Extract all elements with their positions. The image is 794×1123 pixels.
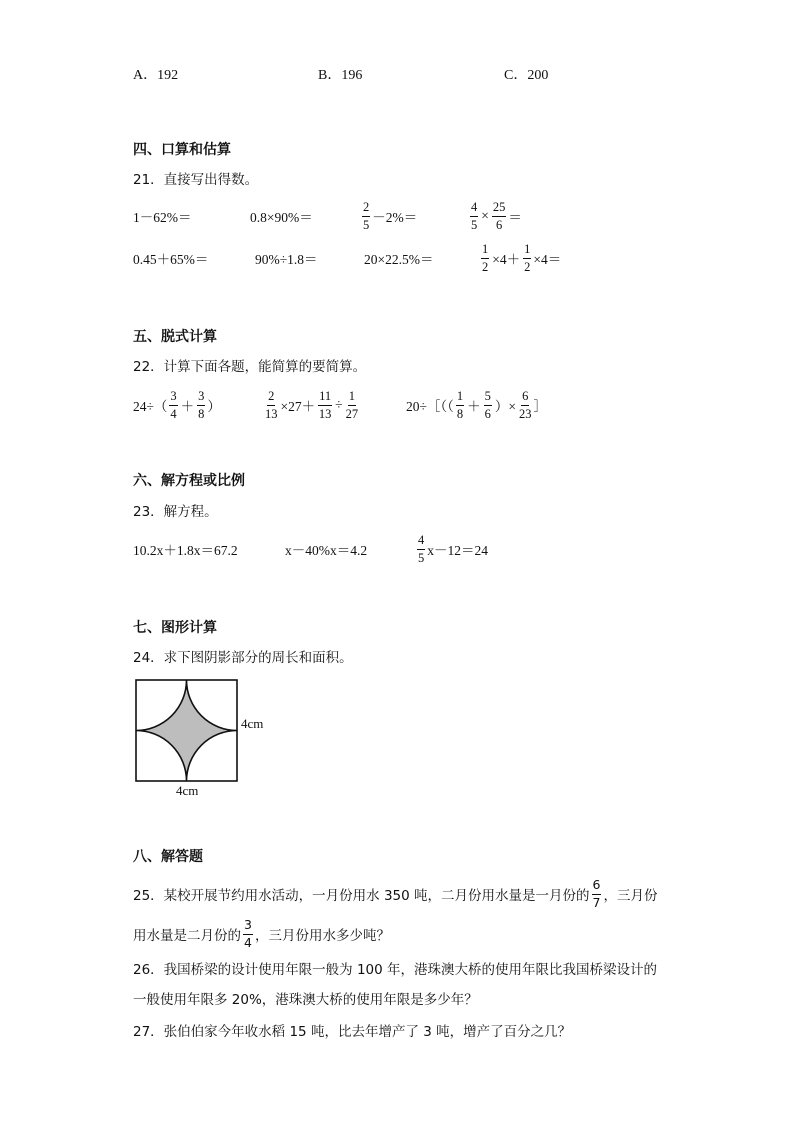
fraction: $\frac{11}{13}$ [318,389,332,421]
expr-21-7: 20×22.5%＝ [364,252,434,267]
section-heading-5: 五、脱式计算 [133,329,217,345]
question-27: 27．张伯伯家今年收水稻 15 吨，比去年增产了 3 吨，增产了百分之几？ [133,1024,572,1040]
fraction: $\frac{1}{2}$ [524,242,531,274]
question-24: 24．求下图阴影部分的周长和面积。 [133,650,353,666]
expr-21-6: 90%÷1.8＝ [255,252,318,267]
fraction: $\frac{2}{5}$ [363,200,370,232]
question-25-line1: 25．某校开展节约用水活动，一月份用水 350 吨，二月份用水量是一月份的 $\frac{6}{7}$ ，三月份 [133,877,658,910]
side-length-label: 4cm [241,716,264,731]
fraction: $\frac{1}{27}$ [345,389,359,421]
expr-21-2: 0.8×90%＝ [250,210,313,225]
section-heading-8: 八、解答题 [133,849,203,865]
fraction: $\frac{4}{5}$ [471,200,478,232]
shaded-square-figure [135,679,239,783]
option-c: C．200 [504,68,549,83]
question-21: 21．直接写出得数。 [133,172,259,188]
fraction: $\frac{25}{6}$ [492,200,506,232]
fraction: $\frac{6}{7}$ [592,877,601,910]
section-heading-6: 六、解方程或比例 [133,473,245,489]
option-b: B．196 [318,68,363,83]
expr-23-2: x－40%x＝4.2 [285,543,368,558]
fraction: $\frac{5}{6}$ [484,389,491,421]
question-26-line2: 一般使用年限多 20%，港珠澳大桥的使用年限是多少年？ [133,992,478,1008]
fraction: $\frac{1}{8}$ [456,389,464,421]
section-heading-7: 七、图形计算 [133,620,217,636]
question-22: 22．计算下面各题，能简算的要简算。 [133,359,367,375]
fraction: $\frac{1}{2}$ [482,242,489,274]
expr-23-1: 10.2x＋1.8x＝67.2 [133,543,238,558]
bottom-length-label: 4cm [176,783,199,798]
fraction: $\frac{6}{23}$ [519,389,532,421]
fraction: $\frac{3}{4}$ [244,917,252,950]
option-a: A．192 [133,68,179,83]
expr-22-3: 20÷［（（ $\frac{1}{8}$ ＋ $\frac{5}{6}$ ）× $\frac{6}{23}$ ］ [406,389,548,421]
expr-23-3: $\frac{4}{5}$ x－12＝24 [418,533,488,565]
question-23: 23．解方程。 [133,504,218,520]
expr-22-1: 24÷（ $\frac{3}{4}$ ＋ $\frac{3}{8}$ ） [133,389,221,421]
expr-21-1: 1－62%＝ [133,210,192,225]
section-heading-4: 四、口算和估算 [133,142,231,158]
expr-22-2: $\frac{2}{13}$ ×27＋ $\frac{11}{13}$ ÷ $\frac{1}{27}$ [265,389,359,421]
fraction: $\frac{3}{4}$ [170,389,177,421]
expr-21-8: $\frac{1}{2}$ ×4＋ $\frac{1}{2}$ ×4＝ [482,242,562,274]
fraction: $\frac{4}{5}$ [418,533,425,565]
fraction: $\frac{3}{8}$ [198,389,205,421]
expr-21-4: $\frac{4}{5}$ × $\frac{25}{6}$ ＝ [471,200,522,232]
fraction: $\frac{2}{13}$ [265,389,278,421]
expr-21-3: $\frac{2}{5}$ －2%＝ [363,200,418,232]
expr-21-5: 0.45＋65%＝ [133,252,209,267]
question-26-line1: 26．我国桥梁的设计使用年限一般为 100 年，港珠澳大桥的使用年限比我国桥梁设计的 [133,962,658,978]
question-25-line2: 用水量是二月份的 $\frac{3}{4}$ ，三月份用水多少吨？ [133,917,390,950]
